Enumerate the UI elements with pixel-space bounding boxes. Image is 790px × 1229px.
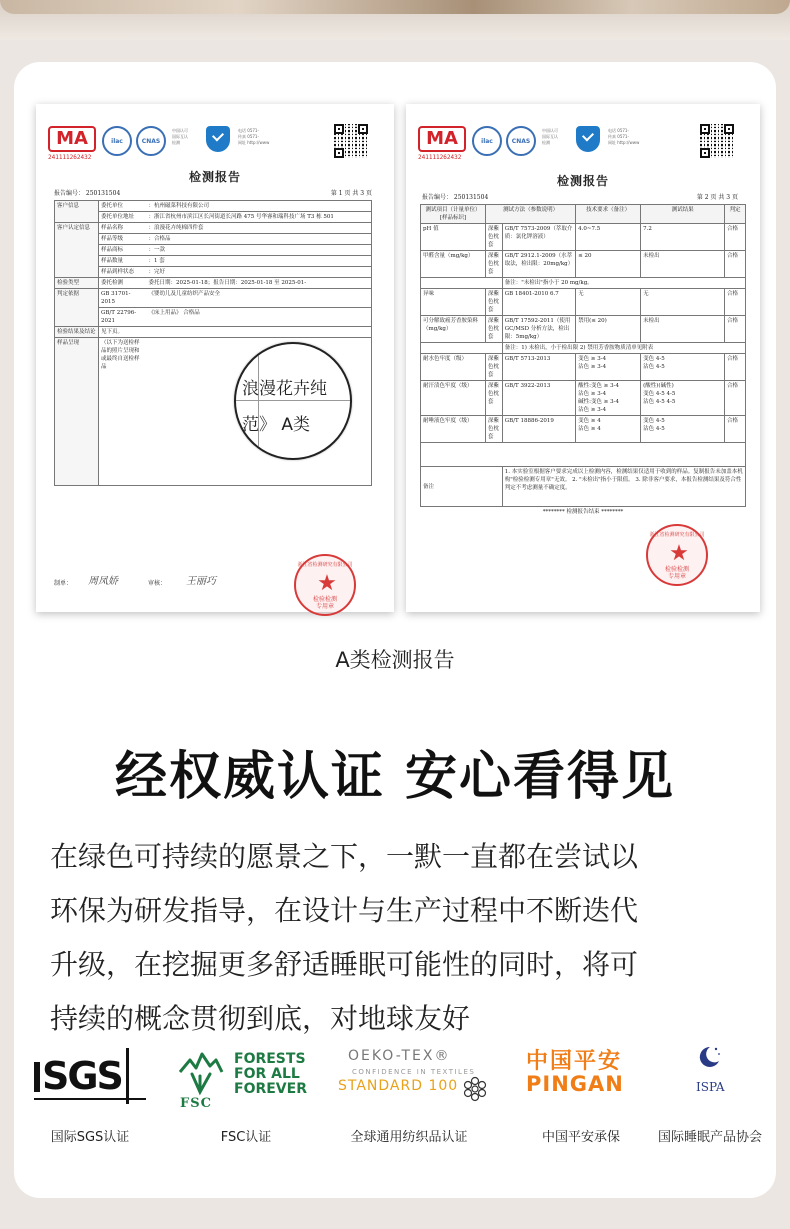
table-row [421,381,746,416]
column-header: 测试项目（计量单位）[样品标识] [421,205,486,224]
seal-ring-text: 浙江省检测研究有限公司 [649,532,705,538]
zoom-grid-line [236,400,352,401]
field-value: ：1 套 [147,256,372,267]
column-header: 测试结果 [641,205,725,224]
description-paragraph [50,830,740,1046]
fsc-slogan-line: FORESTS [234,1051,306,1067]
headline: 经权威认证 安心看得见 [114,747,676,807]
oeko-flower-icon [462,1076,488,1102]
ilac-mra-icon: ilac [102,126,132,156]
table-cell: 合格 [725,289,746,316]
table-row [55,308,372,327]
table-cell: 4.0~7.5 [576,224,641,251]
verified-shield-icon [576,126,600,152]
table-cell: 异味 [421,289,486,316]
fsc-slogan-line: FOR ALL [234,1066,300,1082]
test-results-table [420,204,746,517]
table-cell: 耐水色牢度（级） [421,354,486,381]
table-cell: 深紫色枕套 [486,316,503,343]
table-cell: 合格 [725,251,746,278]
table-cell: GB/T 18886-2019 [502,416,575,443]
seal-text: 检验检测 专用章 [312,596,337,610]
seal-ring-text: 浙江省检测研究有限公司 [297,562,353,568]
field-label: 样品到样状态 [99,267,147,278]
table-cell: 深紫色枕套 [486,354,503,381]
cma-number: 241111262432 [418,154,462,161]
cma-icon: MA [418,126,466,152]
table-row [421,224,746,251]
field-label: （以下为送检样品的照片呈现和或最终自送检样品 [99,338,147,486]
ispa-label: 国际睡眠产品协会 [657,1130,762,1145]
field-label: 委托单位地址 [99,212,147,223]
table-row [55,267,372,278]
field-value: ：浪漫花卉纯棉四件套 [147,223,372,234]
preparer-signature: 周凤娇 [88,576,118,587]
table-cell: GB/T 7573-2009（萃取介质：氯化钾溶液） [502,224,575,251]
fsc-slogan [234,1052,307,1097]
field-value: ：杭州磁菜科技有限公司 [147,201,372,212]
row-header: 检验结果及结论 [55,327,99,338]
pingan-logo [526,1042,636,1112]
verified-shield-icon [206,126,230,152]
table-row [421,251,746,278]
table-cell: 甲醛含量（mg/kg） [421,251,486,278]
zoom-text-grade: 范》 A类 [242,415,311,435]
table-row [55,256,372,267]
reviewer-signature: 王丽巧 [186,576,216,587]
table-cell: GB 18401-2010 6.7 [502,289,575,316]
table-cell: GB/T 3922-2013 [502,381,575,416]
contact-note: 电话 0571- 传真 0571- 网址 http://www [238,128,270,145]
table-row [55,327,372,338]
field-label: 样品数量 [99,256,147,267]
table-cell: 深紫色枕套 [486,251,503,278]
field-label: 见下页。 [99,327,147,338]
report-end-text: ******** 检测报告结束 ******** [542,509,624,515]
magnifier-zoom [234,342,352,460]
field-label: 委托单位 [99,201,147,212]
cnas-icon: CNAS [136,126,166,156]
sgs-bar [34,1098,146,1100]
oeko-title: OEKO-TEX® [348,1048,451,1064]
table-cell: 无 [641,289,725,316]
report-header [46,124,384,164]
column-header: 测试方法（参数说明） [486,205,576,224]
page-number: 第 1 页 共 3 页 [330,190,372,197]
field-value: 《婴幼儿及儿童纺织产品安全 [147,289,372,308]
field-value: 《床上用品》 合格品 [147,308,372,327]
cma-number: 241111262432 [48,154,92,161]
row-header: 检验类型 [55,278,99,289]
field-value: ：完好 [147,267,372,278]
table-cell: GB/T 17592-2011（使用 GC/MSD 分析方法，检出限：5mg/kg） [502,316,575,343]
table-cell: 合格 [725,316,746,343]
report-title: 检测报告 [188,170,241,184]
table-row [55,212,372,223]
spacer-cell [421,443,746,467]
table-cell: 深紫色枕套 [486,416,503,443]
paragraph-line: 在绿色可持续的愿景之下，一默一直都在尝试以 [50,840,639,873]
field-label: 样品商标 [99,245,147,256]
remark-text: 1. 本实验室根据客户要求完成以上检测内容，检测结果仅适用于收到的样品。复制报告未加盖本机构"检验检测专用章"无效。 2. "未检出"指小于限值。 3. 除非客户要求，本报告检测结果及符合性判定不考虑测量不确定度。 [502,467,745,507]
table-cell: 变色 4-5 沾色 4-5 [641,354,725,381]
table-cell: 深紫色枕套 [486,224,503,251]
report-caption: A类检测报告 [335,648,455,672]
field-label: 委托检测 [99,278,147,289]
table-row [421,316,746,343]
wood-texture [0,0,790,14]
ilac-mra-icon: ilac [472,126,502,156]
zoom-grid-line [258,344,259,460]
field-label: GB/T 22796-2021 [99,308,147,327]
row-header: 判定依据 [55,289,99,327]
row-header: 样品呈现 [55,338,99,486]
table-cell: 合格 [725,381,746,416]
row-header: 客户认定信息 [55,223,99,278]
star-icon: ★ [669,541,689,566]
note-cell: 备注：1) 未检出，小于检出限 2) 禁用芳香胺物质清单见附表 [502,343,745,354]
table-header-row [421,205,746,224]
seal-text: 检验检测 专用章 [664,566,689,580]
table-row [421,343,746,354]
table-cell: 未检出 [641,251,725,278]
official-seal [646,524,708,586]
column-header: 技术要求（备注） [576,205,641,224]
field-label: GB 31701-2015 [99,289,147,308]
star-icon: ★ [317,571,337,596]
table-cell: GB/T 2912.1-2009（水萃取法，检出限：20mg/kg） [502,251,575,278]
remark-label: 备注 [421,467,503,507]
footer-prepared-label: 制单： [54,580,73,587]
cnas-note: 中国认可 国际互认 检测 [172,128,188,145]
report-number: 报告编号： 250131504 [54,190,121,197]
oeko-tex-logo [334,1042,484,1112]
table-cell: (酸性)(碱性) 变色 4-5 4-5 沾色 4-5 4-5 [641,381,725,416]
paragraph-line: 升级，在挖掘更多舒适睡眠可能性的同时，将可 [50,948,639,981]
qr-code-icon [334,124,368,158]
table-cell: 深紫色枕套 [486,289,503,316]
oeko-label: 全球通用纺织品认证 [350,1130,468,1145]
fsc-logo [176,1042,316,1112]
table-row [55,234,372,245]
fsc-label: FSC认证 [220,1130,272,1145]
table-cell: 耐唾液色牢度（级） [421,416,486,443]
test-report-page-1[interactable] [36,104,394,612]
table-row [55,245,372,256]
table-row [55,223,372,234]
field-label: 样品名称 [99,223,147,234]
table-row [421,289,746,316]
sgs-text: SGS [42,1054,122,1098]
table-cell: 未检出 [641,316,725,343]
table-cell: 变色 ≥ 3-4 沾色 ≥ 3-4 [576,354,641,381]
note-cell: 备注："未检出"指小于 20 mg/kg。 [502,278,745,289]
pingan-cn: 中国平安 [526,1049,623,1074]
empty-cell [421,343,503,354]
table-cell: 合格 [725,224,746,251]
fsc-mark: FSC [180,1096,212,1111]
report-number: 报告编号： 250131504 [422,194,489,201]
fsc-slogan-line: FOREVER [234,1081,307,1097]
official-seal [294,554,356,616]
table-row [55,201,372,212]
fsc-tree-icon [176,1052,226,1096]
pingan-label: 中国平安承保 [541,1130,620,1145]
qr-code-icon [700,124,734,158]
table-cell: 合格 [725,416,746,443]
paragraph-line: 环保为研发指导，在设计与生产过程中不断迭代 [50,894,639,927]
table-cell: pH 值 [421,224,486,251]
table-cell: 禁用(≤ 20) [576,316,641,343]
table-cell: 酸性:变色 ≥ 3-4 沾色 ≥ 3-4 碱性:变色 ≥ 3-4 沾色 ≥ 3-4 [576,381,641,416]
paragraph-line: 持续的概念贯彻到底，对地球友好 [50,1002,471,1035]
sgs-logo [34,1042,146,1112]
table-cell: GB/T 5713-2013 [502,354,575,381]
table-cell: ≤ 20 [576,251,641,278]
empty-cell [421,278,503,289]
oeko-standard: STANDARD 100 [338,1078,459,1094]
column-header: 判定 [725,205,746,224]
table-cell: 变色 4-5 沾色 4-5 [641,416,725,443]
test-report-page-2[interactable] [406,104,760,612]
oeko-subtitle: CONFIDENCE IN TEXTILES [352,1068,476,1076]
table-cell: 无 [576,289,641,316]
end-row [421,507,746,518]
page-number: 第 2 页 共 3 页 [696,194,738,201]
field-value: 委托日期：2025-01-18；报告日期：2025-01-18 至 2025-01- [147,278,372,289]
table-row [421,416,746,443]
report-header [416,124,750,164]
table-row [421,278,746,289]
sgs-bar [34,1062,40,1092]
table-cell: 深紫色枕套 [486,381,503,416]
table-row [55,289,372,308]
field-value: ：浙江省杭州市滨江区长河街道长河路 475 号华睿和瑞科技广场 T3 栋 501 [147,212,372,223]
top-photo-strip [0,0,790,40]
cma-icon: MA [48,126,96,152]
cnas-icon: CNAS [506,126,536,156]
table-cell: 可分解致癌芳香胺染料（mg/kg） [421,316,486,343]
field-value: ：一款 [147,245,372,256]
remark-row [421,467,746,507]
pingan-en: PINGAN [526,1072,624,1096]
sgs-bar [126,1048,129,1104]
contact-note: 电话 0571- 传真 0571- 网址 http://www [608,128,640,145]
field-value [147,327,372,338]
field-value: ：合格品 [147,234,372,245]
table-row [55,278,372,289]
footer-review-label: 审核： [148,580,167,587]
table-row [421,354,746,381]
zoom-text-product: 浪漫花卉纯 [242,379,327,399]
table-cell: 合格 [725,354,746,381]
table-cell: 耐汗渍色牢度（级） [421,381,486,416]
table-cell: 7.2 [641,224,725,251]
cnas-note: 中国认可 国际互认 检测 [542,128,558,145]
sgs-label: 国际SGS认证 [50,1130,130,1145]
row-header: 客户信息 [55,201,99,223]
field-label: 样品等级 [99,234,147,245]
ispa-logo [686,1042,746,1112]
table-cell: 变色 ≥ 4 沾色 ≥ 4 [576,416,641,443]
spacer-row [421,443,746,467]
content-card [14,62,776,1198]
ispa-text: ISPA [696,1080,725,1094]
moon-stars-icon [696,1044,722,1070]
report-title: 检测报告 [556,174,609,188]
